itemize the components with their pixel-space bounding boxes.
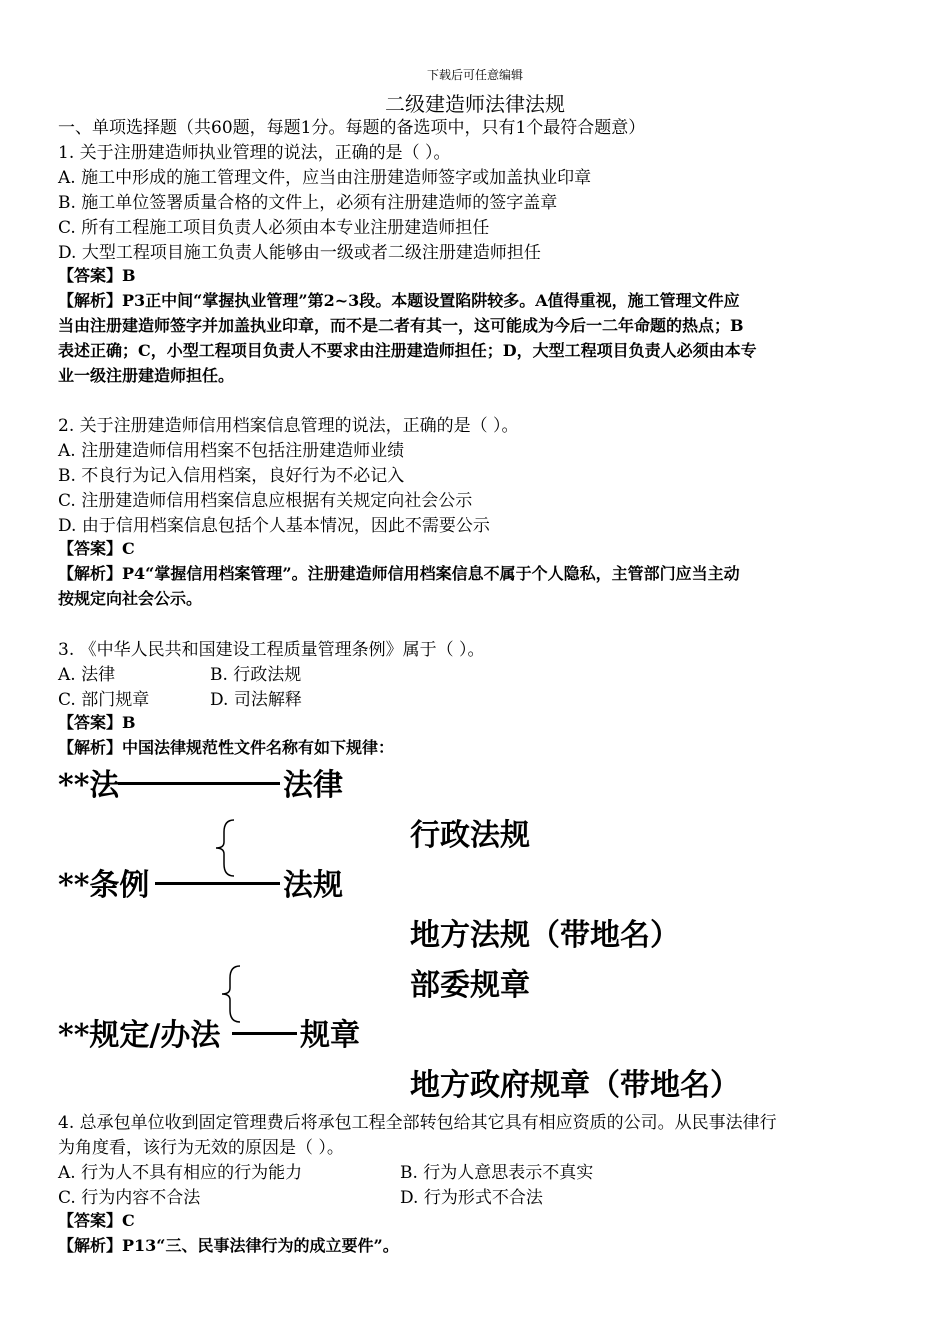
q1-option-b: B. 施工单位签署质量合格的文件上，必须有注册建造师的签字盖章 [58, 193, 558, 213]
q3-option-d: D. 司法解释 [210, 690, 302, 710]
q2-explanation-line: 【解析】P4“掌握信用档案管理”。注册建造师信用档案信息不属于个人隐私，主管部门应当主动 [58, 564, 740, 583]
q1-option-d: D. 大型工程项目施工负责人能够由一级或者二级注册建造师担任 [58, 243, 541, 263]
q1-stem: 1. 关于注册建造师执业管理的说法，正确的是（ ）。 [58, 143, 451, 163]
q1-option-c: C. 所有工程施工项目负责人必须由本专业注册建造师担任 [58, 218, 490, 238]
q1-answer: 【答案】B [58, 266, 136, 285]
q4-explanation-line: 【解析】P13“三、民事法律行为的成立要件”。 [58, 1236, 399, 1255]
q3-option-c: C. 部门规章 [58, 690, 150, 710]
q3-explanation-line: 【解析】中国法律规范性文件名称有如下规律： [58, 738, 395, 757]
q4-answer: 【答案】C [58, 1211, 135, 1230]
brace-icon [212, 818, 238, 878]
q3-option-b: B. 行政法规 [210, 665, 302, 685]
q3-answer: 【答案】B [58, 713, 136, 732]
diagram-branch-ministerial-rule: 部委规章 [410, 968, 530, 1003]
q4-option-d: D. 行为形式不合法 [400, 1188, 543, 1208]
q2-answer: 【答案】C [58, 539, 135, 558]
diagram-connector-line [118, 782, 280, 785]
section-heading: 一、单项选择题（共60题，每题1分。每题的备选项中，只有1个最符合题意） [58, 118, 646, 138]
diagram-branch-administrative-regulation: 行政法规 [410, 818, 530, 853]
q1-explanation-line: 表述正确；C，小型工程项目负责人不要求由注册建造师担任；D，大型工程项目负责人必须由本专 [58, 341, 757, 360]
q4-option-a: A. 行为人不具有相应的行为能力 [58, 1163, 303, 1183]
document-title: 二级建造师法律法规 [385, 92, 565, 116]
download-note: 下载后可任意编辑 [426, 68, 523, 82]
q1-explanation-line: 当由注册建造师签字并加盖执业印章，而不是二者有其一，这可能成为今后一二年命题的热点；B [58, 316, 744, 335]
diagram-row-law-left: **法 [58, 768, 120, 803]
q2-stem: 2. 关于注册建造师信用档案信息管理的说法，正确的是（ ）。 [58, 416, 519, 436]
diagram-connector-line [155, 882, 280, 885]
q4-option-b: B. 行为人意思表示不真实 [400, 1163, 594, 1183]
diagram-connector-line [232, 1032, 297, 1035]
q4-stem-line: 为角度看，该行为无效的原因是（ ）。 [58, 1138, 344, 1158]
diagram-row-regulation-right: 法规 [283, 868, 343, 903]
q3-option-a: A. 法律 [58, 665, 116, 685]
q3-stem: 3. 《中华人民共和国建设工程质量管理条例》属于（ ）。 [58, 640, 485, 660]
diagram-row-rule-right: 规章 [300, 1018, 360, 1053]
q2-option-b: B. 不良行为记入信用档案，良好行为不必记入 [58, 466, 405, 486]
diagram-row-rule-left: **规定/办法 [58, 1018, 221, 1053]
diagram-branch-local-government-rule: 地方政府规章（带地名） [410, 1068, 740, 1103]
q4-stem-line: 4. 总承包单位收到固定管理费后将承包工程全部转包给其它具有相应资质的公司。从民事法律行 [58, 1113, 777, 1133]
q1-explanation-line: 【解析】P3正中间“掌握执业管理”第2~3段。本题设置陷阱较多。A值得重视，施工管理文件应 [58, 291, 740, 310]
q4-option-c: C. 行为内容不合法 [58, 1188, 201, 1208]
brace-icon [218, 964, 244, 1024]
diagram-row-law-right: 法律 [283, 768, 343, 803]
q2-option-a: A. 注册建造师信用档案不包括注册建造师业绩 [58, 441, 405, 461]
q1-option-a: A. 施工中形成的施工管理文件，应当由注册建造师签字或加盖执业印章 [58, 168, 592, 188]
q2-option-d: D. 由于信用档案信息包括个人基本情况，因此不需要公示 [58, 516, 490, 536]
q2-option-c: C. 注册建造师信用档案信息应根据有关规定向社会公示 [58, 491, 473, 511]
q1-explanation-line: 业一级注册建造师担任。 [58, 366, 235, 385]
diagram-branch-local-regulation: 地方法规（带地名） [410, 918, 680, 953]
q2-explanation-line: 按规定向社会公示。 [58, 589, 203, 608]
diagram-row-regulation-left: **条例 [58, 868, 150, 903]
